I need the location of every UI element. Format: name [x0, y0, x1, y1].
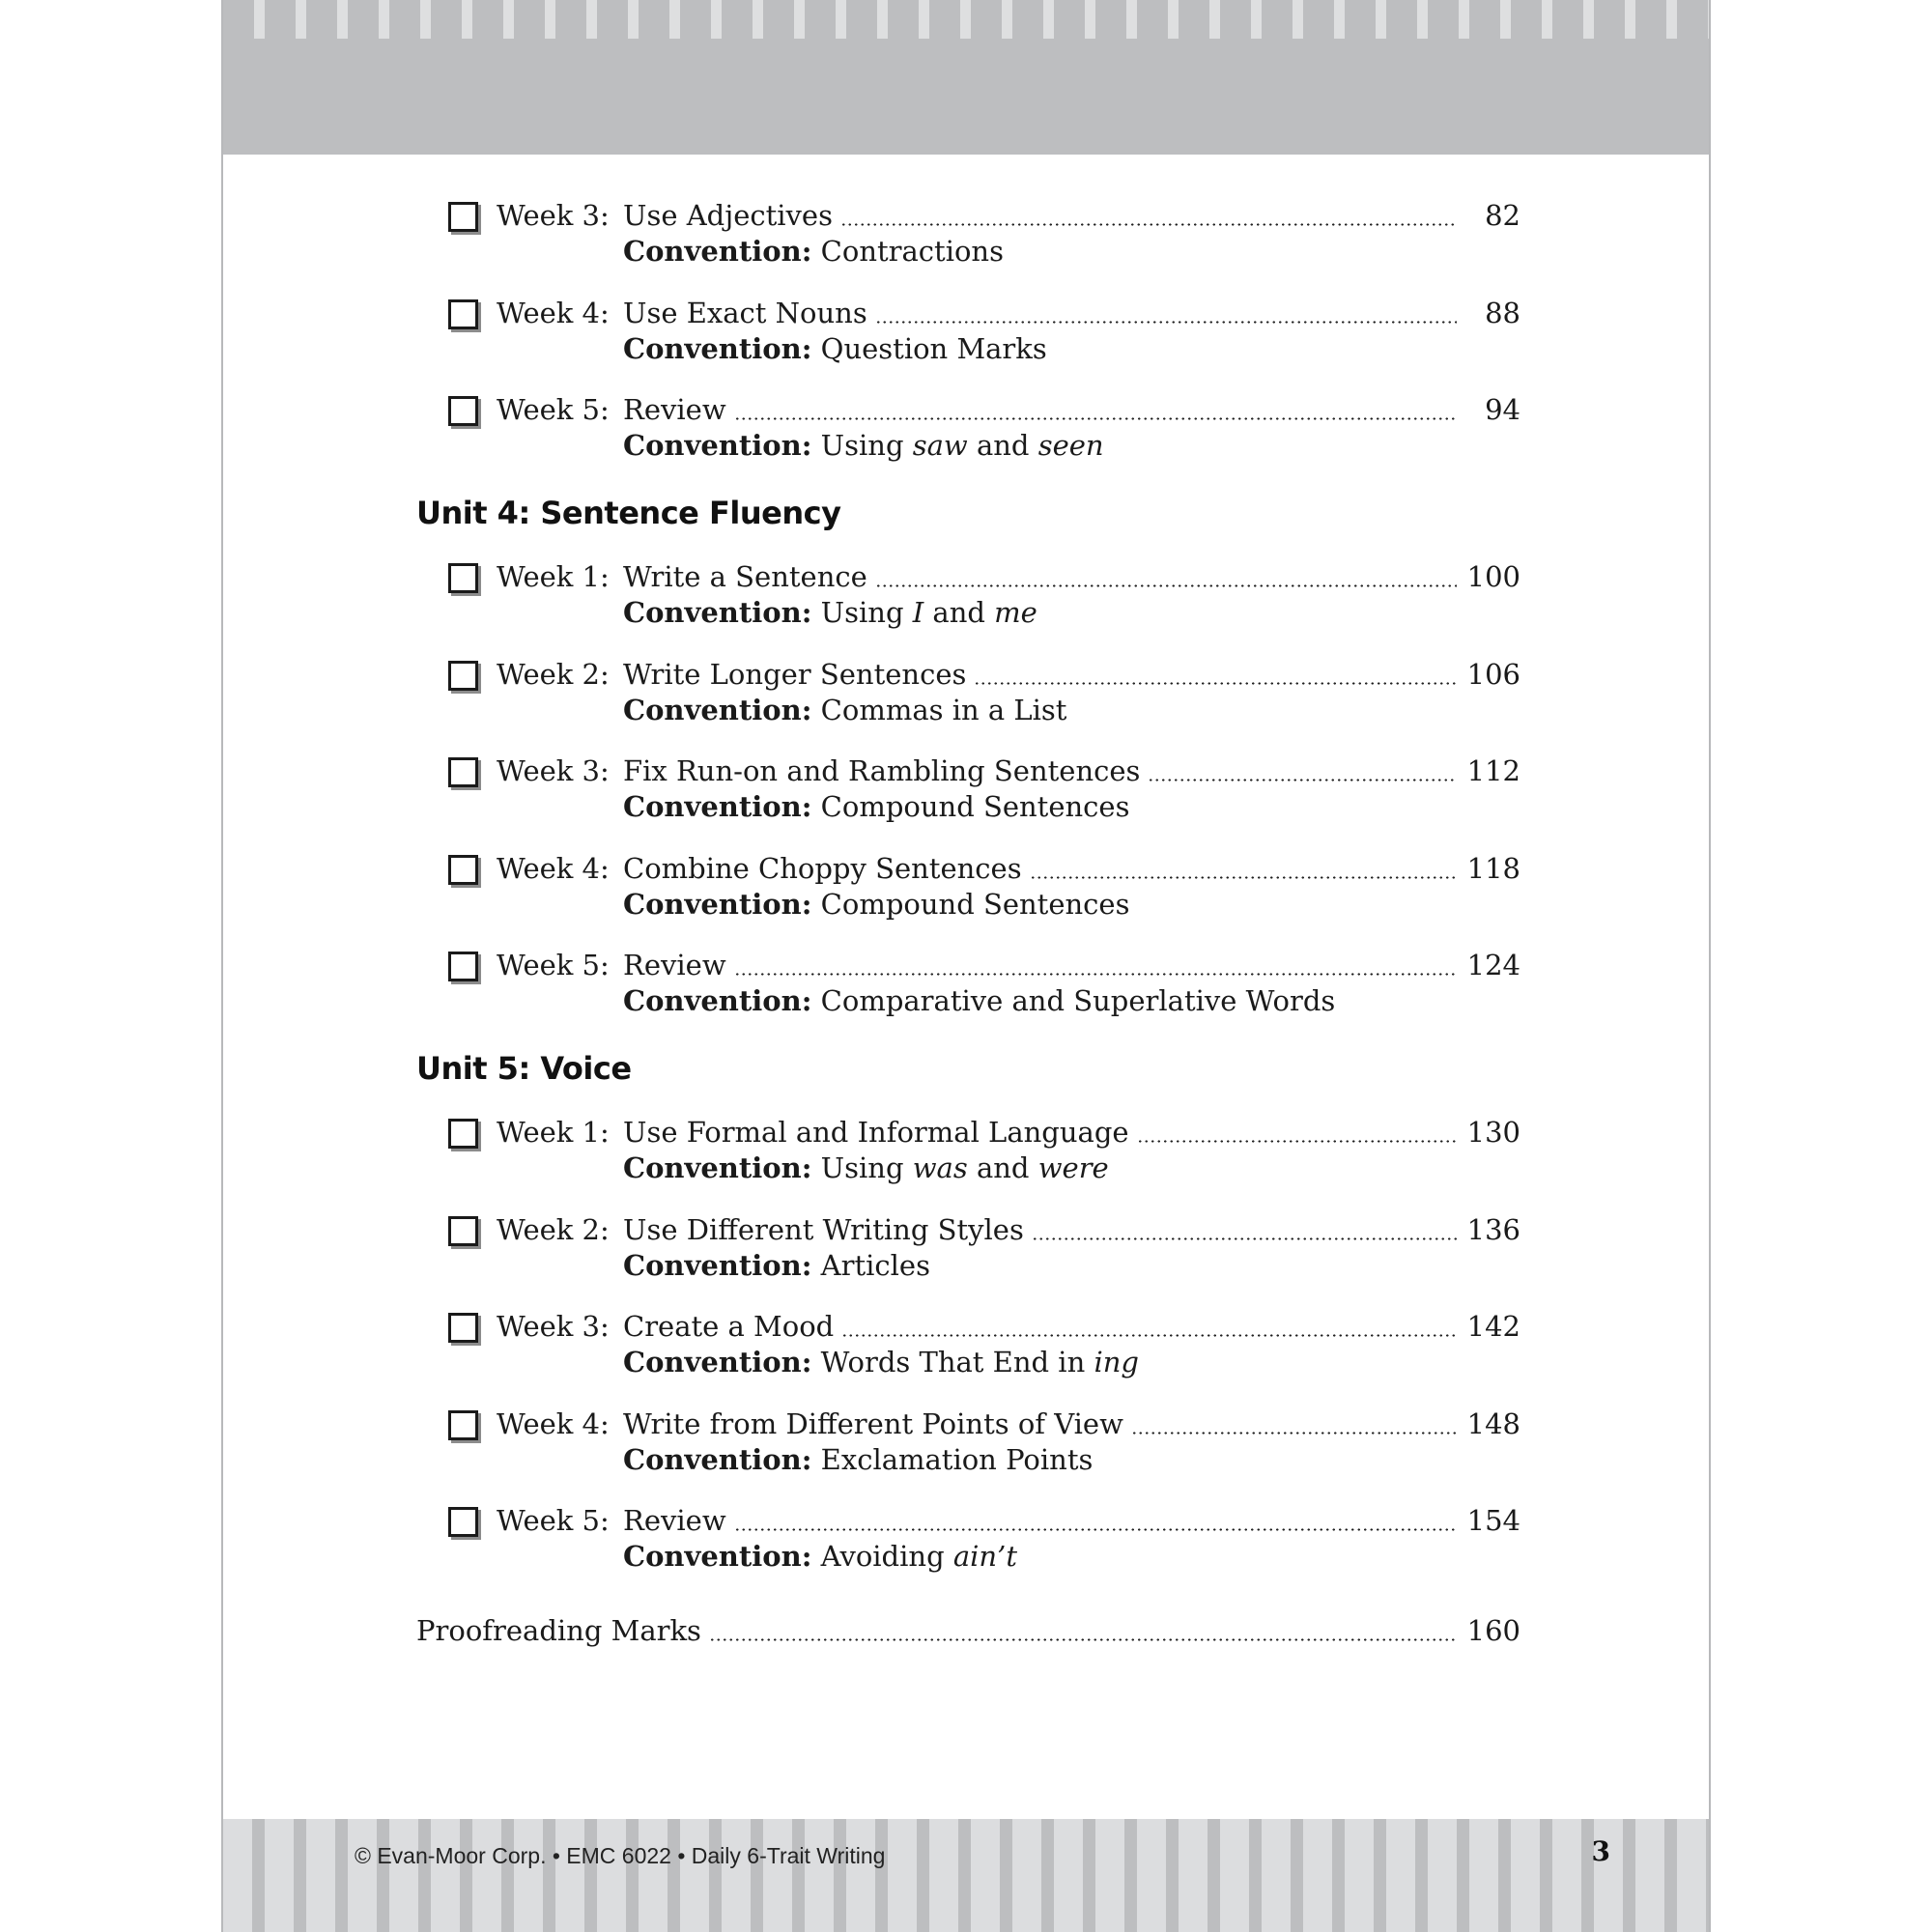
- convention-line: [623, 330, 1047, 367]
- toc-line: [497, 1406, 1520, 1442]
- lesson-title: Fix Run-on and Rambling Sentences: [623, 754, 1141, 787]
- dot-leader: [734, 973, 1457, 976]
- page-ref: 112: [1466, 754, 1520, 787]
- dot-leader: [734, 417, 1457, 420]
- convention-label: Convention:: [623, 332, 812, 365]
- checkbox[interactable]: [448, 202, 478, 232]
- page-ref: 100: [1466, 560, 1520, 593]
- dot-leader: [841, 1334, 1457, 1337]
- convention-line: [623, 233, 1004, 270]
- convention-text: and: [967, 1151, 1038, 1184]
- week-label: Week 5:: [497, 393, 610, 426]
- dot-leader: [1030, 876, 1457, 879]
- convention-line: [623, 692, 1066, 728]
- lesson-title: Review: [623, 393, 726, 426]
- lesson-title: Use Different Writing Styles: [623, 1213, 1024, 1246]
- unit-heading: Unit 4: Sentence Fluency: [416, 495, 841, 531]
- week-label: Week 4:: [497, 852, 610, 885]
- convention-text: Using: [820, 429, 913, 462]
- week-label: Week 3:: [497, 754, 610, 787]
- convention-text: Words That End in: [820, 1346, 1094, 1378]
- lesson-title: Review: [623, 949, 726, 981]
- convention-label: Convention:: [623, 429, 812, 462]
- convention-label: Convention:: [623, 596, 812, 629]
- dot-leader: [1131, 1432, 1457, 1435]
- convention-italic: me: [994, 596, 1037, 629]
- dot-leader: [840, 223, 1457, 226]
- page-ref: 154: [1466, 1504, 1520, 1537]
- convention-text: Comparative and Superlative Words: [820, 984, 1336, 1017]
- page-ref: 160: [1466, 1614, 1520, 1647]
- convention-line: [623, 1344, 1139, 1380]
- convention-text: Compound Sentences: [820, 790, 1130, 823]
- toc-line: [497, 1211, 1520, 1248]
- convention-text: Articles: [820, 1249, 930, 1282]
- convention-label: Convention:: [623, 235, 812, 268]
- checkbox[interactable]: [448, 661, 478, 691]
- toc-line: [497, 1502, 1520, 1539]
- proofreading-title: Proofreading Marks: [416, 1614, 701, 1647]
- dot-leader: [1032, 1237, 1457, 1240]
- convention-label: Convention:: [623, 790, 812, 823]
- convention-italic: was: [912, 1151, 968, 1184]
- convention-italic: were: [1037, 1151, 1109, 1184]
- convention-label: Convention:: [623, 694, 812, 726]
- toc-line: [497, 558, 1520, 595]
- toc-line: [497, 947, 1520, 983]
- page-ref: 142: [1466, 1310, 1520, 1343]
- header-stripes: [223, 0, 1709, 39]
- checkbox[interactable]: [448, 1119, 478, 1149]
- page-ref: 94: [1485, 393, 1520, 426]
- page-ref: 118: [1466, 852, 1520, 885]
- week-label: Week 3:: [497, 199, 610, 232]
- convention-label: Convention:: [623, 1443, 812, 1476]
- page-ref: 130: [1466, 1116, 1520, 1149]
- toc-line: [497, 391, 1520, 428]
- lesson-title: Write Longer Sentences: [623, 658, 967, 691]
- week-label: Week 1:: [497, 560, 610, 593]
- page-ref: 82: [1485, 199, 1520, 232]
- convention-line: [623, 1247, 930, 1284]
- convention-italic: ing: [1094, 1346, 1140, 1378]
- convention-label: Convention:: [623, 1540, 812, 1573]
- proofreading-entry: [416, 1612, 1520, 1649]
- toc-line: [497, 197, 1520, 234]
- week-label: Week 2:: [497, 658, 610, 691]
- convention-text: Contractions: [820, 235, 1004, 268]
- convention-label: Convention:: [623, 1151, 812, 1184]
- header-band: [223, 0, 1709, 155]
- checkbox[interactable]: [448, 1507, 478, 1537]
- page-ref: 88: [1485, 297, 1520, 329]
- checkbox[interactable]: [448, 1410, 478, 1440]
- convention-text: Compound Sentences: [820, 888, 1130, 921]
- convention-text: Question Marks: [820, 332, 1047, 365]
- checkbox[interactable]: [448, 1313, 478, 1343]
- convention-line: [623, 886, 1129, 923]
- week-label: Week 4:: [497, 1407, 610, 1440]
- week-label: Week 5:: [497, 1504, 610, 1537]
- toc-line: [497, 656, 1520, 693]
- convention-line: [623, 1538, 1017, 1575]
- checkbox[interactable]: [448, 855, 478, 885]
- convention-text: and: [923, 596, 995, 629]
- toc-line: [497, 295, 1520, 331]
- lesson-title: Combine Choppy Sentences: [623, 852, 1022, 885]
- footer-credit: © Evan-Moor Corp. • EMC 6022 • Daily 6-Trait Writing: [355, 1843, 886, 1868]
- convention-line: [623, 982, 1335, 1019]
- convention-label: Convention:: [623, 984, 812, 1017]
- convention-text: Using: [820, 596, 913, 629]
- checkbox[interactable]: [448, 1216, 478, 1246]
- page-number: 3: [1591, 1835, 1610, 1867]
- lesson-title: Use Exact Nouns: [623, 297, 867, 329]
- convention-text: Commas in a List: [820, 694, 1067, 726]
- convention-italic: I: [912, 596, 924, 629]
- checkbox[interactable]: [448, 396, 478, 426]
- convention-text: Using: [820, 1151, 913, 1184]
- toc-line: [497, 1308, 1520, 1345]
- page-ref: 136: [1466, 1213, 1520, 1246]
- unit-heading: Unit 5: Voice: [416, 1050, 632, 1087]
- toc-line: [497, 850, 1520, 887]
- lesson-title: Use Formal and Informal Language: [623, 1116, 1129, 1149]
- convention-line: [623, 1441, 1093, 1478]
- convention-line: [623, 427, 1104, 464]
- week-label: Week 5:: [497, 949, 610, 981]
- dot-leader: [734, 1528, 1457, 1531]
- toc-line: [497, 1114, 1520, 1151]
- convention-text: and: [967, 429, 1038, 462]
- checkbox[interactable]: [448, 757, 478, 787]
- convention-text: Exclamation Points: [820, 1443, 1094, 1476]
- convention-italic: seen: [1037, 429, 1104, 462]
- page-ref: 106: [1466, 658, 1520, 691]
- convention-italic: saw: [912, 429, 968, 462]
- dot-leader: [1137, 1140, 1457, 1143]
- footer-band: [223, 1819, 1709, 1932]
- convention-line: [623, 594, 1037, 631]
- dot-leader: [1148, 779, 1457, 781]
- convention-label: Convention:: [623, 1249, 812, 1282]
- page-ref: 124: [1466, 949, 1520, 981]
- week-label: Week 1:: [497, 1116, 610, 1149]
- convention-line: [623, 788, 1129, 825]
- convention-label: Convention:: [623, 888, 812, 921]
- dot-leader: [875, 584, 1457, 587]
- lesson-title: Create a Mood: [623, 1310, 835, 1343]
- dot-leader: [709, 1638, 1457, 1641]
- week-label: Week 3:: [497, 1310, 610, 1343]
- week-label: Week 4:: [497, 297, 610, 329]
- checkbox[interactable]: [448, 952, 478, 981]
- checkbox[interactable]: [448, 299, 478, 329]
- week-label: Week 2:: [497, 1213, 610, 1246]
- lesson-title: Use Adjectives: [623, 199, 833, 232]
- checkbox[interactable]: [448, 563, 478, 593]
- lesson-title: Write a Sentence: [623, 560, 867, 593]
- convention-line: [623, 1150, 1109, 1186]
- toc-line: [497, 753, 1520, 789]
- dot-leader: [974, 682, 1457, 685]
- lesson-title: Review: [623, 1504, 726, 1537]
- workbook-page: [221, 0, 1711, 1932]
- convention-italic: ain’t: [952, 1540, 1017, 1573]
- convention-label: Convention:: [623, 1346, 812, 1378]
- lesson-title: Write from Different Points of View: [623, 1407, 1123, 1440]
- page-ref: 148: [1466, 1407, 1520, 1440]
- dot-leader: [875, 321, 1457, 324]
- convention-text: Avoiding: [820, 1540, 953, 1573]
